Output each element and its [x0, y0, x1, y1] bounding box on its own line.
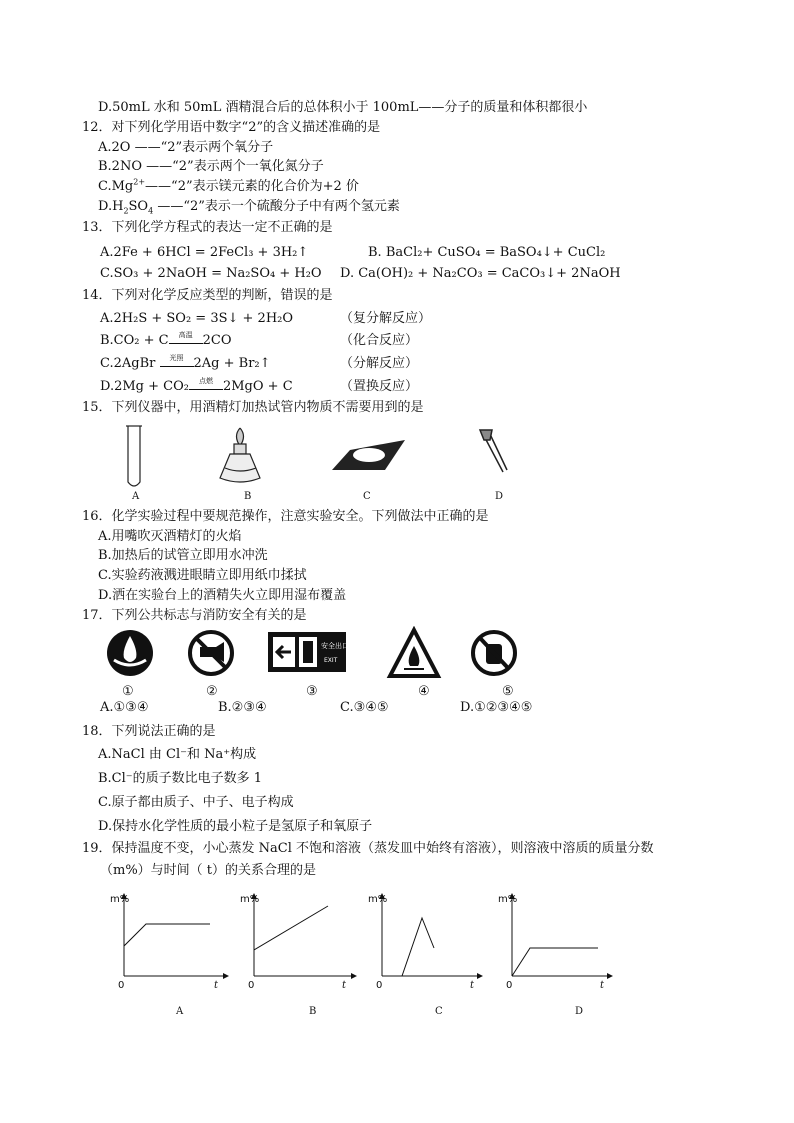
q17-stem: 17．下列公共标志与消防安全有关的是 [82, 608, 307, 623]
q18-stem: 18．下列说法正确的是 [82, 724, 216, 739]
q19-label-a: A [176, 1006, 184, 1017]
q12-option-b [98, 159, 324, 175]
q19-label-b: B [309, 1006, 317, 1017]
q14-b-condition: 高温 [169, 335, 203, 344]
water-saving-sign-icon [107, 630, 153, 676]
graph-a [124, 894, 228, 976]
graph-a-origin: 0 [118, 980, 125, 991]
q15-apparatus-figure [100, 420, 560, 492]
q12-a-formula: A.2O [98, 140, 131, 155]
q13-option-a: A.2Fe + 6HCl = 2FeCl₃ + 3H₂↑ [100, 245, 309, 260]
q12-d-pre: D.H [98, 199, 124, 214]
q19-stem-2: （m%）与时间（ t）的关系合理的是 [100, 863, 317, 878]
no-dumping-sign-icon [473, 632, 515, 674]
q14-c-type: （分解反应） [340, 356, 419, 371]
graph-b-xlabel: t [342, 980, 347, 991]
q12-option-a [98, 140, 273, 156]
graph-d-ylabel: m% [498, 894, 518, 905]
q17-option-a: A.①③④ [100, 700, 149, 715]
graph-d-origin: 0 [506, 980, 513, 991]
q14-c-condition: 光照 [160, 358, 194, 367]
q13-option-b: B. BaCl₂+ CuSO₄ = BaSO₄↓+ CuCl₂ [368, 245, 606, 260]
flammable-warning-sign-icon [390, 630, 438, 676]
q14-option-d [100, 379, 293, 395]
graph-b-ylabel: m% [240, 894, 260, 905]
test-tube-icon [126, 426, 142, 486]
graph-b-origin: 0 [248, 980, 255, 991]
q14-c-pre: C.2AgBr [100, 356, 156, 371]
graph-b-curve [254, 906, 328, 950]
q12-b-desc: ——“2”表示两个一氧化氮分子 [142, 159, 324, 174]
q12-d-sub1: 2 [123, 206, 129, 216]
q14-b-post: 2CO [202, 333, 232, 348]
q19-label-c: C [435, 1006, 443, 1017]
q13-option-c: C.SO₃ + 2NaOH = Na₂SO₄ + H₂O [100, 266, 322, 281]
q12-d-desc: ——“2”表示一个硫酸分子中有两个氢元素 [153, 199, 400, 214]
q17-sign-num-2: ② [206, 684, 218, 699]
q14-option-a: A.2H₂S + SO₂ = 3S↓ + 2H₂O [100, 311, 294, 326]
q14-stem: 14．下列对化学反应类型的判断，错误的是 [82, 288, 333, 303]
q14-b-pre: B.CO₂ + C [100, 333, 169, 348]
q17-sign-num-1: ① [122, 684, 134, 699]
q13-stem: 13．下列化学方程式的表达一定不正确的是 [82, 220, 333, 235]
q15-stem: 15．下列仪器中，用酒精灯加热试管内物质不需要用到的是 [82, 400, 424, 415]
graph-a-curve [124, 924, 210, 946]
graph-c-curve [382, 918, 434, 976]
q14-d-condition: 点燃 [189, 381, 223, 390]
q13-option-d: D. Ca(OH)₂ + Na₂CO₃ = CaCO₃↓+ 2NaOH [340, 266, 621, 281]
graph-c-xlabel: t [470, 980, 475, 991]
q15-label-c: C [363, 491, 371, 502]
graph-d [512, 894, 612, 976]
graph-d-xlabel: t [600, 980, 605, 991]
q14-d-post: 2MgO + C [222, 379, 293, 394]
q17-sign-num-5: ⑤ [502, 684, 514, 699]
graph-c [382, 894, 482, 976]
q12-d-mid: SO [128, 199, 149, 214]
q16-option-c: C.实验药液溅进眼睛立即用纸巾揉拭 [98, 568, 307, 583]
q14-a-type: （复分解反应） [340, 311, 432, 326]
q18-option-a: A.NaCl 由 Cl⁻和 Na⁺构成 [98, 747, 257, 762]
q17-signs-figure [100, 626, 540, 680]
q17-option-d: D.①②③④⑤ [460, 700, 533, 715]
wire-gauze-icon [332, 440, 405, 470]
q17-option-c: C.③④⑤ [340, 700, 389, 715]
graph-a-xlabel: t [214, 980, 219, 991]
q14-c-post: 2Ag + Br₂↑ [193, 356, 271, 371]
no-honking-sign-icon [190, 632, 232, 674]
q14-option-b [100, 333, 232, 349]
q14-d-type: （置换反应） [340, 379, 419, 394]
q14-b-type: （化合反应） [340, 333, 419, 348]
q12-b-formula: B.2NO [98, 159, 142, 174]
q12-option-d [98, 199, 400, 215]
graph-c-origin: 0 [376, 980, 383, 991]
q12-c-sup: 2+ [133, 177, 146, 187]
q11-option-d: D.50mL 水和 50mL 酒精混合后的总体积小于 100mL——分子的质量和体积都很小 [98, 100, 588, 115]
graph-d-curve [512, 948, 598, 976]
q17-option-b: B.②③④ [218, 700, 267, 715]
q12-c-pre: C.Mg [98, 179, 134, 194]
q17-sign-num-4: ④ [418, 684, 430, 699]
graph-c-ylabel: m% [368, 894, 388, 905]
alcohol-lamp-icon [220, 428, 260, 482]
q12-stem: 12．对下列化学用语中数字“2”的含义描述准确的是 [82, 120, 381, 135]
q15-label-a: A [132, 491, 140, 502]
q15-label-b: B [244, 491, 252, 502]
q19-graphs-figure [110, 888, 620, 998]
q16-stem: 16．化学实验过程中要规范操作，注意实验安全。下列做法中正确的是 [82, 509, 489, 524]
q12-option-c [98, 179, 359, 195]
q12-a-desc: ——“2”表示两个氧分子 [130, 140, 274, 155]
test-tube-holder-icon [480, 430, 507, 472]
q16-option-b: B.加热后的试管立即用水冲洗 [98, 548, 268, 563]
emergency-exit-sign-icon [268, 632, 349, 672]
graph-a-ylabel: m% [110, 894, 130, 905]
q12-c-desc: ——“2”表示镁元素的化合价为+2 价 [145, 179, 359, 194]
q16-option-d: D.洒在实验台上的酒精失火立即用湿布覆盖 [98, 588, 347, 603]
q12-d-sub2: 4 [148, 206, 154, 216]
graph-b [254, 894, 356, 976]
q19-stem: 19．保持温度不变，小心蒸发 NaCl 不饱和溶液（蒸发皿中始终有溶液），则溶液中溶质的质量分数 [82, 841, 654, 856]
exit-sign-text-cn: 安全出口 [321, 642, 349, 650]
q18-option-c: C.原子都由质子、中子、电子构成 [98, 795, 294, 810]
q18-option-b: B.Cl⁻的质子数比电子数多 1 [98, 771, 263, 786]
exit-sign-text-en: EXIT [324, 657, 338, 664]
q17-sign-num-3: ③ [306, 684, 318, 699]
q19-label-d: D [575, 1006, 584, 1017]
q18-option-d: D.保持水化学性质的最小粒子是氢原子和氧原子 [98, 819, 373, 834]
q14-option-c [100, 356, 271, 372]
q15-label-d: D [495, 491, 504, 502]
q14-d-pre: D.2Mg + CO₂ [100, 379, 189, 394]
q16-option-a: A.用嘴吹灭酒精灯的火焰 [98, 529, 242, 544]
